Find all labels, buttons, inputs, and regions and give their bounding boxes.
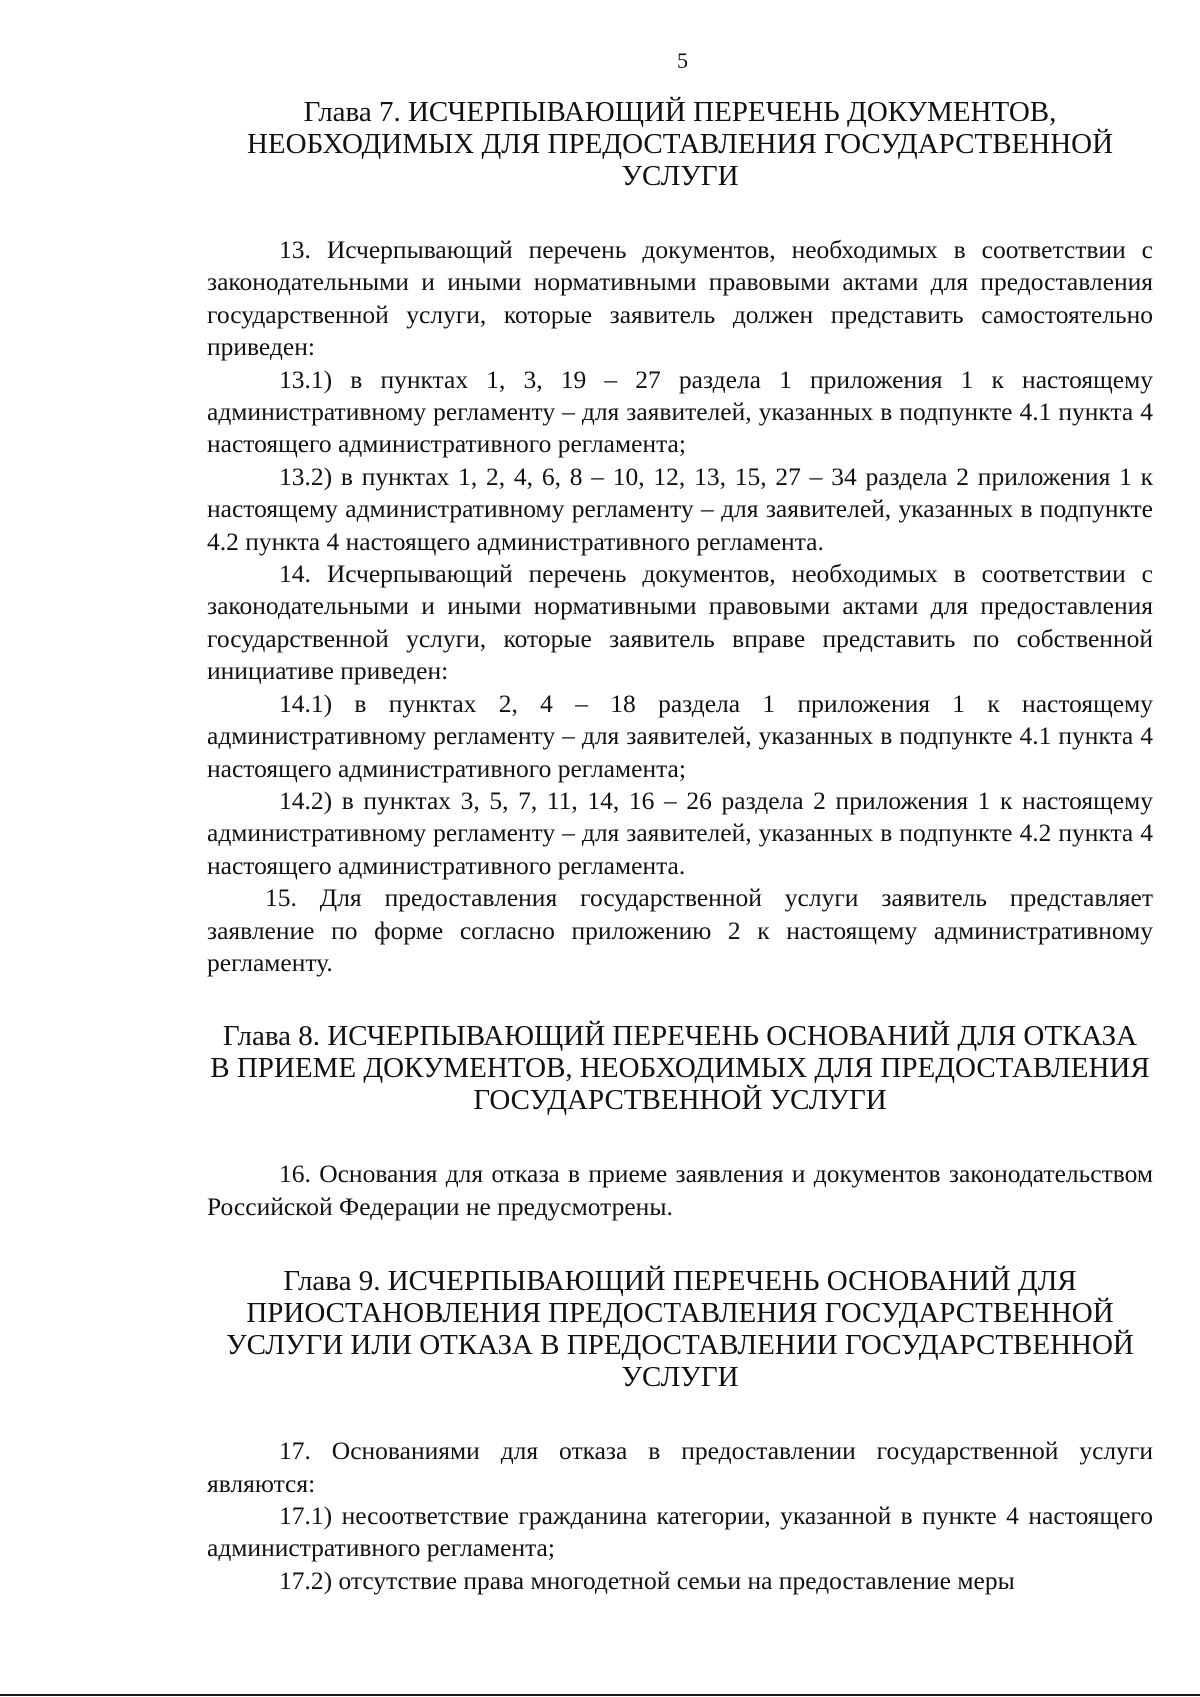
- heading-line: Глава 7. ИСЧЕРПЫВАЮЩИЙ ПЕРЕЧЕНЬ ДОКУМЕНТОВ,: [303, 96, 1057, 128]
- heading-line: УСЛУГИ: [621, 1361, 739, 1394]
- chapter-8-heading: [207, 1020, 1153, 1116]
- heading-line: УСЛУГИ: [621, 160, 739, 192]
- scan-bottom-edge: [0, 1694, 1200, 1696]
- paragraph-14-2: 14.2) в пунктах 3, 5, 7, 11, 14, 16 – 26 раздела 2 приложения 1 к настоящему административному регламенту – для заявителей, указанных в подпункте 4.2 пункта 4 настоящего административного регламента.: [207, 785, 1153, 880]
- paragraph-13: 13. Исчерпывающий перечень документов, необходимых в соответствии с законодательными и иными нормативными правовыми актами для предоставления государственной услуги, которые заявитель должен представить самостоятельно приведен:: [207, 235, 1153, 362]
- heading-line: ПРИОСТАНОВЛЕНИЯ ПРЕДОСТАВЛЕНИЯ ГОСУДАРСТВЕННОЙ: [246, 1297, 1114, 1330]
- paragraph-14: 14. Исчерпывающий перечень документов, необходимых в соответствии с законодательными и иными нормативными правовыми актами для предоставления государственной услуги, которые заявитель вправе представить по собственной инициативе приведен:: [207, 559, 1153, 686]
- paragraph-15: 15. Для предоставления государственной услуги заявитель представляет заявление по форме согласно приложению 2 к настоящему административному регламенту.: [207, 883, 1153, 977]
- paragraph-13-2: 13.2) в пунктах 1, 2, 4, 6, 8 – 10, 12, 13, 15, 27 – 34 раздела 2 приложения 1 к настоящему административному регламенту – для заявителей, указанных в подпункте 4.2 пункта 4 настоящего административного регламента.: [207, 461, 1153, 556]
- heading-line: Глава 9. ИСЧЕРПЫВАЮЩИЙ ПЕРЕЧЕНЬ ОСНОВАНИЙ ДЛЯ: [283, 1265, 1077, 1298]
- heading-line: Глава 8. ИСЧЕРПЫВАЮЩИЙ ПЕРЕЧЕНЬ ОСНОВАНИЙ ДЛЯ ОТКАЗА: [222, 1020, 1138, 1053]
- paragraph-13-1: 13.1) в пунктах 1, 3, 19 – 27 раздела 1 приложения 1 к настоящему административному регламенту – для заявителей, указанных в подпункте 4.1 пункта 4 настоящего административного регламента;: [207, 364, 1153, 459]
- page-number: 5: [677, 48, 688, 73]
- heading-line: УСЛУГИ ИЛИ ОТКАЗА В ПРЕДОСТАВЛЕНИИ ГОСУДАРСТВЕННОЙ: [226, 1329, 1134, 1362]
- paragraph-17-2: 17.2) отсутствие права многодетной семьи на предоставление меры: [279, 1565, 1015, 1595]
- heading-line: НЕОБХОДИМЫХ ДЛЯ ПРЕДОСТАВЛЕНИЯ ГОСУДАРСТВЕННОЙ: [246, 128, 1114, 160]
- paragraph-17: 17. Основаниями для отказа в предоставлении государственной услуги являются:: [207, 1436, 1153, 1498]
- paragraph-14-1: 14.1) в пунктах 2, 4 – 18 раздела 1 приложения 1 к настоящему административному регламенту – для заявителей, указанных в подпункте 4.1 пункта 4 настоящего административного регламента;: [207, 688, 1153, 783]
- heading-line: ГОСУДАРСТВЕННОЙ УСЛУГИ: [473, 1084, 887, 1117]
- chapter-9-heading: [207, 1265, 1153, 1393]
- chapter-7-heading: [207, 96, 1153, 192]
- paragraph-17-1: 17.1) несоответствие гражданина категории, указанной в пункте 4 настоящего административного регламента;: [207, 1500, 1153, 1563]
- document-body: [207, 96, 1153, 1597]
- heading-line: В ПРИЕМЕ ДОКУМЕНТОВ, НЕОБХОДИМЫХ ДЛЯ ПРЕДОСТАВЛЕНИЯ: [210, 1052, 1150, 1085]
- paragraph-16: 16. Основания для отказа в приеме заявления и документов законодательством Российской Федерации не предусмотрены.: [207, 1159, 1153, 1221]
